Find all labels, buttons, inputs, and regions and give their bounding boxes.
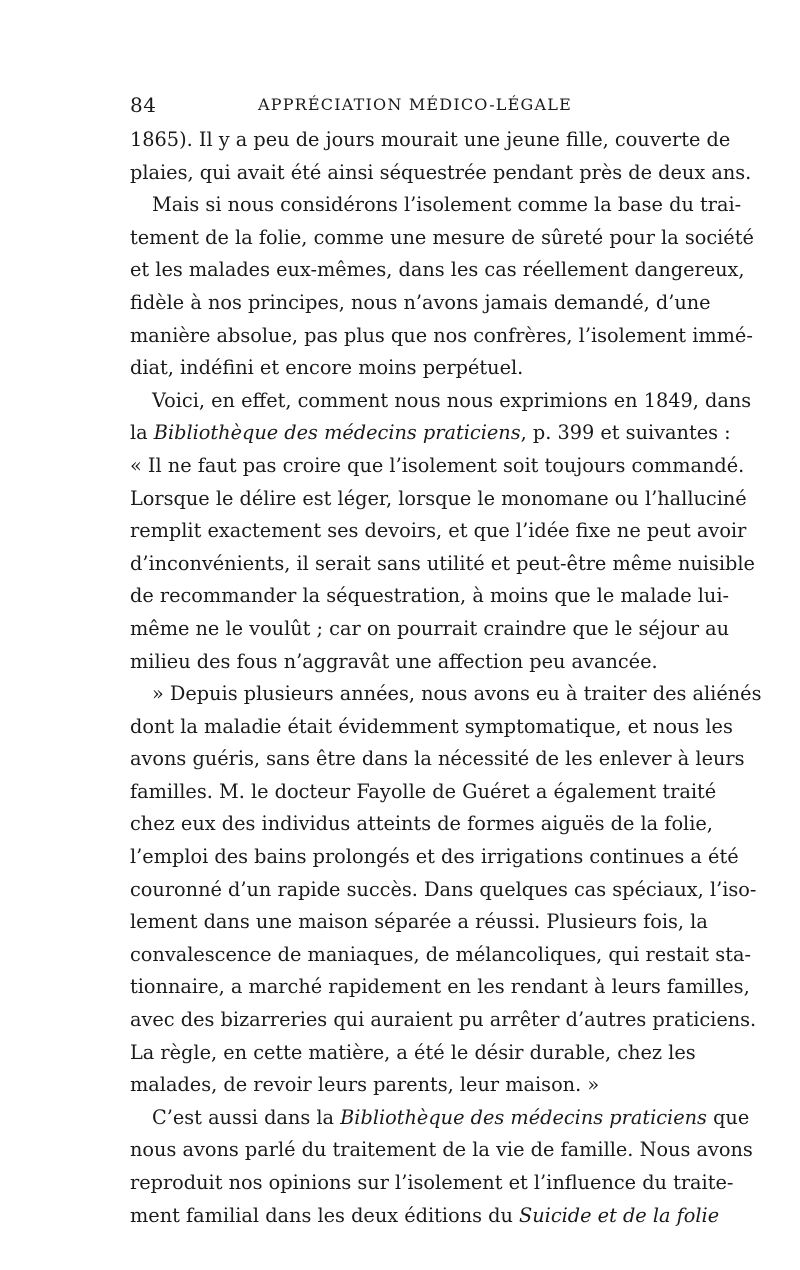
text-segment: chez eux des individus atteints de formes aiguës de la folie, (130, 812, 713, 836)
text-segment: malades, de revoir leurs parents, leur maison. » (130, 1073, 600, 1097)
text-line (130, 1102, 750, 1135)
text-line (130, 417, 731, 450)
text-line (130, 548, 755, 581)
text-segment: convalescence de maniaques, de mélancoliques, qui restait sta- (130, 942, 751, 966)
text-line (130, 1134, 753, 1167)
text-line (130, 352, 670, 385)
text-segment: La règle, en cette matière, a été le désir durable, chez les (130, 1040, 696, 1064)
text-segment: manière absolue, pas plus que nos confrères, l’isolement immé- (130, 323, 753, 347)
text-segment: Lorsque le délire est léger, lorsque le monomane ou l’halluciné (130, 486, 747, 510)
text-line (130, 222, 754, 255)
italic-title: Bibliothèque des médecins praticiens (340, 1105, 707, 1129)
text-line (130, 906, 708, 939)
text-line (130, 971, 750, 1004)
text-segment: » Depuis plusieurs années, nous avons eu à traiter des aliénés (152, 682, 762, 706)
text-line (130, 776, 717, 809)
text-line (130, 124, 731, 157)
text-segment: la (130, 421, 154, 445)
italic-title: Suicide et de la folie (519, 1203, 720, 1227)
text-segment: couronné d’un rapide succès. Dans quelques cas spéciaux, l’iso- (130, 877, 757, 901)
text-segment: d’inconvénients, il serait sans utilité et peut-être même nuisible (130, 551, 755, 575)
text-line (130, 939, 751, 972)
text-line (130, 320, 753, 353)
text-line (130, 1037, 696, 1070)
text-line (130, 515, 747, 548)
text-line (130, 1167, 734, 1200)
body-text (130, 124, 762, 1232)
text-line (130, 1004, 757, 1037)
text-line (130, 743, 745, 776)
text-segment: de recommander la séquestration, à moins que le malade lui- (130, 584, 730, 608)
text-line (130, 1069, 670, 1102)
text-segment: avons guéris, sans être dans la nécessité de les enlever à leurs (130, 747, 745, 771)
text-segment: l’emploi des bains prolongés et des irrigations continues a été (130, 845, 739, 869)
text-segment: tionnaire, a marché rapidement en les rendant à leurs familles, (130, 975, 750, 999)
text-line (130, 646, 670, 679)
text-segment: « Il ne faut pas croire que l’isolement soit toujours commandé. (130, 453, 745, 477)
text-line (130, 450, 745, 483)
text-line (130, 287, 711, 320)
italic-title: Bibliothèque des médecins praticiens (153, 421, 521, 445)
text-segment: que (706, 1105, 750, 1129)
text-segment: Mais si nous considérons l’isolement comme la base du trai- (152, 193, 742, 217)
text-segment: familles. M. le docteur Fayolle de Guéret a également traité (130, 779, 717, 803)
text-line (130, 580, 730, 613)
text-line (130, 385, 752, 418)
text-segment: plaies, qui avait été ainsi séquestrée pendant près de deux ans. (130, 160, 752, 184)
text-line (130, 189, 742, 222)
text-line (130, 711, 733, 744)
text-segment: tement de la folie, comme une mesure de sûreté pour la société (130, 225, 754, 249)
text-line (130, 157, 752, 190)
text-segment: ment familial dans les deux éditions du (130, 1203, 520, 1227)
text-segment: remplit exactement ses devoirs, et que l’idée fixe ne peut avoir (130, 519, 747, 543)
text-segment: 1865). Il y a peu de jours mourait une jeune fille, couverte de (130, 128, 731, 151)
page-header (130, 93, 670, 123)
text-segment: fidèle à nos principes, nous n’avons jamais demandé, d’une (130, 290, 711, 314)
text-line (130, 613, 730, 646)
text-segment: même ne le voulût ; car on pourrait craindre que le séjour au (130, 616, 730, 640)
text-segment: Voici, en effet, comment nous nous exprimions en 1849, dans (152, 388, 752, 412)
text-line (130, 841, 739, 874)
running-head: APPRÉCIATION MÉDICO-LÉGALE (258, 95, 572, 114)
text-line (130, 483, 747, 516)
text-segment: lement dans une maison séparée a réussi. Plusieurs fois, la (130, 910, 708, 934)
text-segment: milieu des fous n’aggravât une affection peu avancée. (130, 649, 658, 673)
text-segment: avec des bizarreries qui auraient pu arrêter d’autres praticiens. (130, 1008, 757, 1032)
text-line (130, 874, 757, 907)
text-segment: , p. 399 et suivantes : (520, 421, 731, 445)
text-segment: C’est aussi dans la (152, 1105, 341, 1129)
text-line (130, 1200, 720, 1233)
text-segment: et les malades eux-mêmes, dans les cas réellement dangereux, (130, 258, 745, 282)
text-line (130, 678, 762, 711)
text-segment: reproduit nos opinions sur l’isolement et l’influence du traite- (130, 1171, 734, 1194)
text-line (130, 254, 745, 287)
text-line (130, 808, 713, 841)
text-segment: dont la maladie était évidemment symptomatique, et nous les (130, 714, 733, 738)
text-segment: diat, indéfini et encore moins perpétuel. (130, 356, 524, 380)
page-number: 84 (130, 93, 157, 117)
text-segment: nous avons parlé du traitement de la vie de famille. Nous avons (130, 1138, 753, 1162)
